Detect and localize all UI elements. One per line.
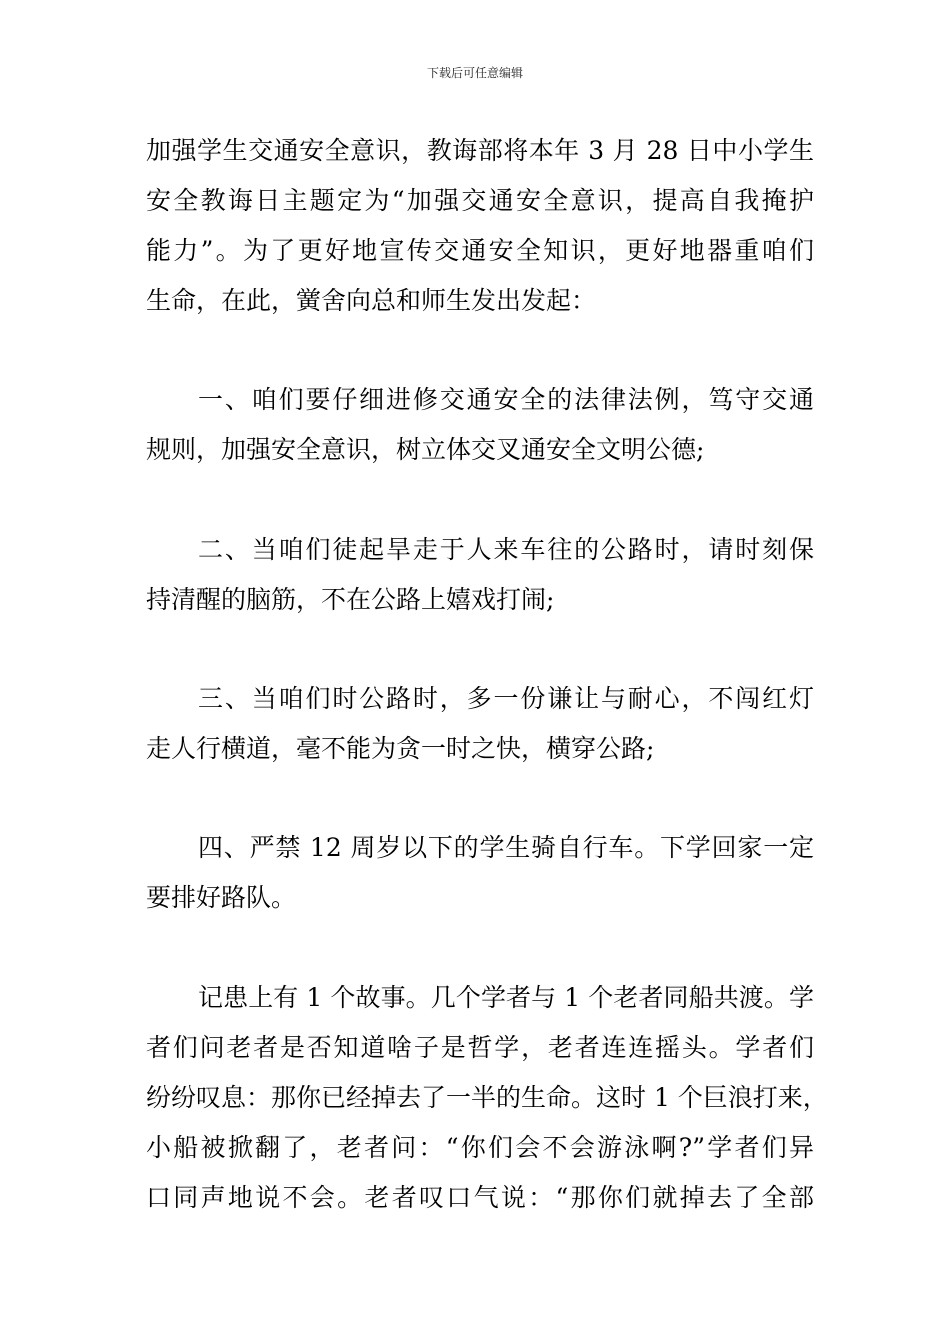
paragraph-line: 小船被掀翻了，老者问：“你们会不会游泳啊?”学者们异 bbox=[146, 1133, 814, 1162]
paragraph-line: 纷纷叹息：那你已经掉去了一半的生命。这时 1 个巨浪打来， bbox=[146, 1083, 828, 1112]
paragraph-line: 三、当咱们时公路时，多一份谦让与耐心，不闯红灯 bbox=[198, 684, 814, 713]
paragraph-line: 生命，在此，黉舍向总和师生发出发起： bbox=[146, 286, 597, 315]
paragraph-line: 者们问老者是否知道啥子是哲学，老者连连摇头。学者们 bbox=[146, 1033, 814, 1062]
paragraph-line: 要排好路队。 bbox=[146, 883, 297, 912]
paragraph-line: 能力”。为了更好地宣传交通安全知识，更好地器重咱们 bbox=[146, 236, 814, 265]
page-header: 下载后可任意编辑 bbox=[426, 66, 523, 80]
paragraph-line: 记患上有 1 个故事。几个学者与 1 个老者同船共渡。学 bbox=[198, 983, 814, 1012]
paragraph-line: 口同声地说不会。老者叹口气说：“那你们就掉去了全部 bbox=[146, 1183, 814, 1212]
paragraph-line: 加强学生交通安全意识，教诲部将本年 3 月 28 日中小学生 bbox=[146, 136, 814, 165]
paragraph-line: 四、严禁 12 周岁以下的学生骑自行车。下学回家一定 bbox=[198, 833, 814, 862]
paragraph-line: 安全教诲日主题定为“加强交通安全意识，提高自我掩护 bbox=[146, 186, 814, 215]
paragraph-line: 一、咱们要仔细进修交通安全的法律法例，笃守交通 bbox=[198, 385, 814, 414]
paragraph-line: 持清醒的脑筋，不在公路上嬉戏打闹; bbox=[146, 585, 555, 614]
paragraph-line: 规则，加强安全意识，树立体交叉通安全文明公德; bbox=[146, 435, 705, 464]
paragraph-line: 二、当咱们徒起旱走于人来车往的公路时，请时刻保 bbox=[198, 535, 814, 564]
paragraph-line: 走人行横道，毫不能为贪一时之快，横穿公路; bbox=[146, 734, 655, 763]
